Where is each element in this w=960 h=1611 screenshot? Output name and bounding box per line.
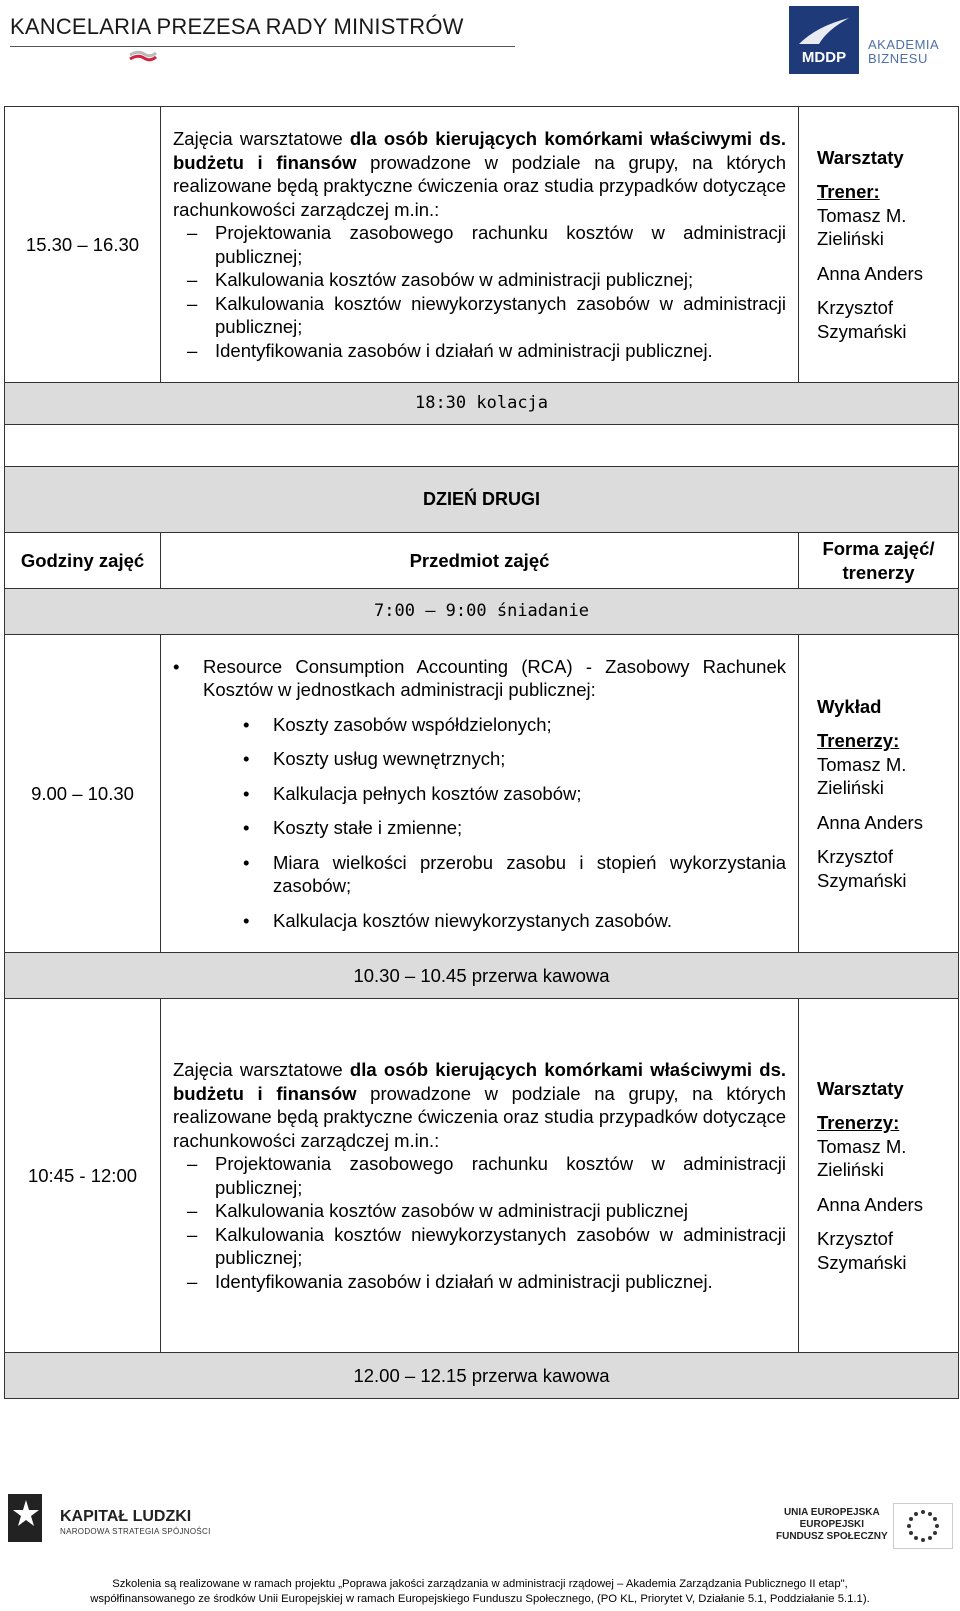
time-cell: 9.00 – 10.30 xyxy=(5,635,161,953)
form-type: Warsztaty xyxy=(817,146,904,168)
subject-cell xyxy=(161,635,799,953)
list-item: – Kalkulowania kosztów zasobów w administracji publicznej xyxy=(173,1199,786,1223)
form-cell xyxy=(799,107,959,383)
topic-list xyxy=(173,655,786,702)
footer-note-line: współfinansowanego ze środków Unii Europejskiej w ramach Europejskiego Funduszu Społecznego, (PO KL, Priorytet V, Działanie 5.1, Poddziałanie 5.1.1). xyxy=(90,1593,870,1605)
form-type: Wykład xyxy=(817,695,882,717)
topic-list xyxy=(173,221,786,362)
intro-bold-text: dla osób kierujących komórkami właściwymi ds. budżetu i finansów xyxy=(173,1059,787,1104)
akademia-line: AKADEMIA xyxy=(868,37,940,52)
subject-cell xyxy=(161,999,799,1353)
schedule-table xyxy=(4,106,959,1399)
list-item: – Identyfikowania zasobów i działań w administracji publicznej. xyxy=(173,339,786,363)
list-item: • Kalkulacja pełnych kosztów zasobów; xyxy=(173,782,786,806)
kapital-ludzki-subtitle: NARODOWA STRATEGIA SPÓJNOŚCI xyxy=(60,1527,211,1536)
topic-list xyxy=(173,1152,786,1293)
trainer-name: Krzysztof Szymański xyxy=(817,1228,907,1273)
dinner-row: 18:30 kolacja xyxy=(5,383,959,425)
eu-flag-icon xyxy=(893,1503,953,1549)
mddp-logo-text: MDDP xyxy=(801,49,847,66)
mddp-logo xyxy=(789,6,859,74)
trainer-name: Anna Anders xyxy=(817,262,923,284)
list-item: • Koszty usług wewnętrznych; xyxy=(173,747,786,771)
col-header-time: Godziny zajęć xyxy=(5,533,161,589)
col-header-subject: Przedmiot zajęć xyxy=(161,533,799,589)
list-item: – Kalkulowania kosztów niewykorzystanych zasobów w administracji publicznej; xyxy=(173,1223,786,1270)
subject-cell xyxy=(161,107,799,383)
footer-note-line: Szkolenia są realizowane w ramach projektu „Poprawa jakości zarządzania w administracji rządowej – Akademia Zarządzania Publicznego II etap", xyxy=(112,1578,848,1590)
spacer-row xyxy=(5,425,959,467)
akademia-logo-text xyxy=(868,38,939,66)
eu-line: FUNDUSZ SPOŁECZNY xyxy=(776,1531,888,1542)
form-cell xyxy=(799,999,959,1353)
eu-line: EUROPEJSKI xyxy=(799,1519,865,1530)
coffee-break-row: 12.00 – 12.15 przerwa kawowa xyxy=(5,1353,959,1399)
column-header-row xyxy=(5,533,959,589)
intro-text: Zajęcia warsztatowe xyxy=(173,128,350,149)
schedule-row xyxy=(5,635,959,953)
schedule-row xyxy=(5,107,959,383)
trainer-name: Anna Anders xyxy=(817,1193,923,1215)
coffee-break-row: 10.30 – 10.45 przerwa kawowa xyxy=(5,953,959,999)
form-cell xyxy=(799,635,959,953)
trainer-label: Trener: xyxy=(817,181,880,203)
list-item: – Identyfikowania zasobów i działań w administracji publicznej. xyxy=(173,1270,786,1294)
trainer-name: Tomasz M. Zieliński xyxy=(817,1135,907,1181)
list-item: • Koszty zasobów współdzielonych; xyxy=(173,713,786,737)
form-type: Warsztaty xyxy=(817,1077,904,1099)
trainer-name: Anna Anders xyxy=(817,811,923,833)
subject-intro xyxy=(173,1058,786,1152)
trainer-name: Krzysztof Szymański xyxy=(817,297,907,342)
list-item: • Kalkulacja kosztów niewykorzystanych zasobów. xyxy=(173,909,786,933)
list-item: – Kalkulowania kosztów zasobów w administracji publicznej; xyxy=(173,268,786,292)
list-item: – Projektowania zasobowego rachunku kosztów w administracji publicznej; xyxy=(173,221,786,268)
intro-text-end: prowadzone w podziale na grupy, na których realizowane będą praktyczne ćwiczenia oraz studia przypadków dotyczące rachunkowości zarządczej m.in.: xyxy=(173,1082,787,1151)
polish-flag-icon xyxy=(128,50,158,62)
footer-note xyxy=(0,1577,960,1607)
mddp-swoosh-icon xyxy=(797,16,851,46)
intro-bold-text: dla osób kierujących komórkami właściwymi ds. budżetu i finansów xyxy=(173,128,787,173)
trainer-name: Tomasz M. Zieliński xyxy=(817,753,907,799)
trainer-name: Tomasz M. Zieliński xyxy=(817,204,907,250)
kapital-ludzki-title: KAPITAŁ LUDZKI xyxy=(60,1508,192,1525)
trainer-label: Trenerzy: xyxy=(817,1112,900,1134)
intro-text: Zajęcia warsztatowe xyxy=(173,1059,350,1080)
eu-line: UNIA EUROPEJSKA xyxy=(783,1507,880,1518)
sub-topic-list xyxy=(173,713,786,933)
list-item: • Resource Consumption Accounting (RCA) - Zasobowy Rachunek Kosztów w jednostkach administracji publicznej: xyxy=(173,655,786,702)
list-item: • Miara wielkości przerobu zasobu i stopień wykorzystania zasobów; xyxy=(173,851,786,898)
breakfast-row: 7:00 – 9:00 śniadanie xyxy=(5,589,959,635)
list-item: – Projektowania zasobowego rachunku kosztów w administracji publicznej; xyxy=(173,1152,786,1199)
kapital-ludzki-logo-icon xyxy=(6,1490,50,1546)
subject-intro xyxy=(173,127,786,221)
header-divider xyxy=(10,46,515,47)
list-item: – Kalkulowania kosztów niewykorzystanych zasobów w administracji publicznej; xyxy=(173,292,786,339)
list-item: • Koszty stałe i zmienne; xyxy=(173,816,786,840)
time-cell: 15.30 – 16.30 xyxy=(5,107,161,383)
header-title: KANCELARIA PREZESA RADY MINISTRÓW xyxy=(10,14,464,39)
intro-text-end: prowadzone w podziale na grupy, na których realizowane będą praktyczne ćwiczenia oraz studia przypadków dotyczące rachunkowości zarządczej m.in.: xyxy=(173,151,787,220)
col-header-form: Forma zajęć/ trenerzy xyxy=(799,533,959,589)
trainer-label: Trenerzy: xyxy=(817,730,900,752)
trainer-name: Krzysztof Szymański xyxy=(817,846,907,891)
biznesu-line: BIZNESU xyxy=(868,51,928,66)
eu-logo-text xyxy=(776,1507,888,1543)
schedule-row xyxy=(5,999,959,1353)
day-heading: DZIEŃ DRUGI xyxy=(5,467,959,533)
time-cell: 10:45 - 12:00 xyxy=(5,999,161,1353)
